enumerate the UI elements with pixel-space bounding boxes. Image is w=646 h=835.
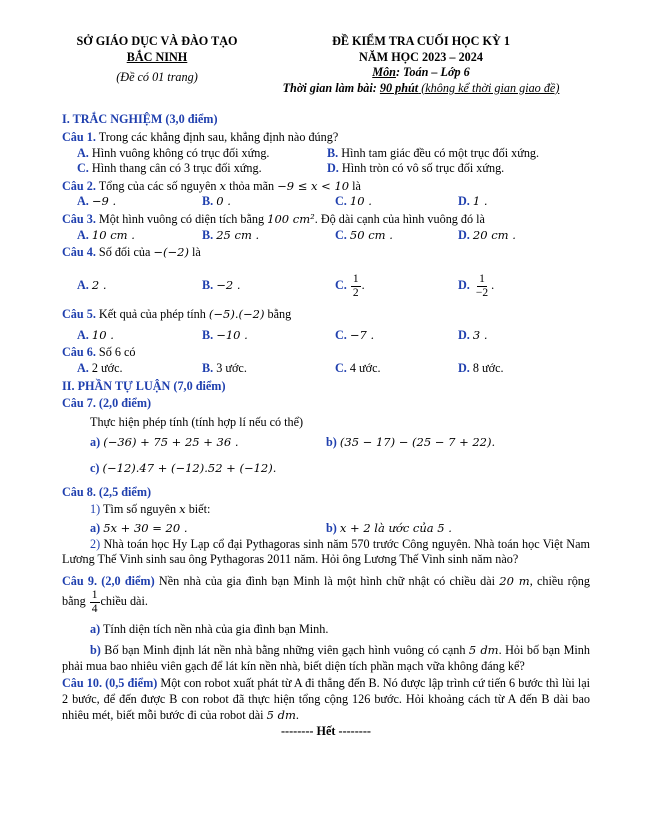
option-d[interactable]: D. Hình tròn có vô số trục đối xứng. <box>327 161 505 176</box>
school-year: NĂM HỌC 2023 – 2024 <box>359 49 483 64</box>
exam-header <box>62 34 590 96</box>
section-essay-title: II. PHẦN TỰ LUẬN (7,0 điểm) <box>62 378 226 393</box>
part-b: b) (35 − 17) − (25 − 7 + 22). <box>326 435 496 450</box>
part-a: a) 5x + 30 = 20 . <box>90 520 188 535</box>
subject-line: Môn: Toán – Lớp 6 <box>372 65 470 80</box>
end-marker: -------- Hết -------- <box>281 724 371 739</box>
option-c[interactable]: C. $\frac{1}{2}$ . <box>335 272 365 299</box>
part-a: a) (−36) + 75 + 25 + 36 . <box>90 435 239 450</box>
option-c[interactable]: C. −7 . <box>335 327 375 342</box>
exam-page <box>62 34 590 740</box>
option-d[interactable]: D. 8 ước. <box>458 361 504 376</box>
question-6: Câu 6. Số 6 có <box>62 345 136 360</box>
exam-title: ĐỀ KIỂM TRA CUỐI HỌC KỲ 1 <box>332 34 510 48</box>
question-5-options <box>77 328 590 344</box>
option-c[interactable]: C. 50 cm . <box>335 227 393 242</box>
option-a[interactable]: A. 2 ước. <box>77 361 123 376</box>
page-count-note: (Đề có 01 trang) <box>116 70 198 85</box>
question-5: Câu 5. Kết quả của phép tính (−5).(−2) bằng <box>62 307 292 322</box>
question-6-options <box>77 361 590 377</box>
fraction: $\frac{1}{4}$ <box>91 589 98 615</box>
option-a[interactable]: A. 2 . <box>77 278 107 293</box>
question-1-options-row-2 <box>77 161 590 177</box>
question-7: Câu 7. (2,0 điểm) <box>62 396 152 411</box>
option-d[interactable]: D. 20 cm . <box>458 227 516 242</box>
question-7-intro: Thực hiện phép tính (tính hợp lí nếu có thể) <box>90 414 304 429</box>
part-b: b) x + 2 là ước của 5 . <box>326 520 452 535</box>
option-b[interactable]: B. 3 ước. <box>202 361 247 376</box>
option-b[interactable]: B. Hình tam giác đều có một trục đối xứng. <box>327 145 540 160</box>
option-d[interactable]: D. 3 . <box>458 327 488 342</box>
question-2-options <box>77 194 590 210</box>
fraction: $\frac{1}{-2}$ <box>475 272 489 299</box>
question-8: Câu 8. (2,5 điểm) <box>62 484 152 499</box>
option-a[interactable]: A. 10 . <box>77 327 114 342</box>
question-9-part-a: a) Tính diện tích nền nhà của gia đình bạn Minh. <box>90 621 329 636</box>
option-c[interactable]: C. 10 . <box>335 194 372 209</box>
option-b[interactable]: B. 0 . <box>202 194 231 209</box>
option-d[interactable]: D. 1 . <box>458 194 488 209</box>
option-d[interactable]: D. $\frac{1}{-2}$ . <box>458 272 495 299</box>
time-line: Thời gian làm bài: 90 phút (không kể thời gian giao đề) <box>282 80 560 95</box>
header-right <box>252 34 590 96</box>
option-a[interactable]: A. 10 cm . <box>77 227 135 242</box>
option-b[interactable]: B. −10 . <box>202 327 248 342</box>
option-a[interactable]: A. −9 . <box>77 194 117 209</box>
option-c[interactable]: C. 4 ước. <box>335 361 381 376</box>
option-c[interactable]: C. Hình thang cân có 3 trục đối xứng. <box>77 161 262 176</box>
fraction: $\frac{1}{2}$ <box>352 272 359 299</box>
question-9-part-b: b) Bố bạn Minh định lát nền nhà bằng những viên gạch hình vuông có cạnh 5 dm. Hỏi bố bạn Minh phải mua bao nhiêu viên gạch để lát kín nền nhà, biết diện tích phần mạch vữa không đáng kể? <box>62 643 590 673</box>
header-left <box>62 34 252 96</box>
question-3-options <box>77 228 590 244</box>
question-1-options-row-1 <box>77 146 590 162</box>
option-a[interactable]: A. Hình vuông không có trục đối xứng. <box>77 145 270 160</box>
question-8-parts-ab <box>90 521 590 537</box>
question-3: Câu 3. Một hình vuông có diện tích bằng 100 cm². Độ dài cạnh của hình vuông đó là <box>62 212 485 227</box>
option-b[interactable]: B. −2 . <box>202 278 241 293</box>
department-name: SỞ GIÁO DỤC VÀ ĐÀO TẠO <box>76 34 238 48</box>
question-4: Câu 4. Số đối của −(−2) là <box>62 245 201 260</box>
question-2: Câu 2. Tổng của các số nguyên x thỏa mãn −9 ≤ x < 10 là <box>62 178 361 193</box>
question-7-parts-ab <box>90 435 590 451</box>
question-1: Câu 1. Trong các khẳng định sau, khẳng định nào đúng? <box>62 130 339 145</box>
section-multiple-choice-title: I. TRẮC NGHIỆM (3,0 điểm) <box>62 112 218 127</box>
question-8-part-1: 1) Tìm số nguyên x biết: <box>90 502 211 517</box>
question-8-part-2: 2) Nhà toán học Hy Lạp cổ đại Pythagoras sinh năm 570 trước Công nguyên. Nhà toán học Việt Nam Lương Thế Vinh sinh sau ông Pythagoras 2011 năm. Hỏi ông Lương Thế Vinh sinh năm nào? <box>62 536 590 567</box>
question-10: Câu 10. (0,5 điểm) Một con robot xuất phát từ A đi thẳng đến B. Nó được lập trình cứ tiến 6 bước thì lùi lại 2 bước, để đến được B con robot đã thực hiện tổng cộng 126 bước. Hỏi khoảng cách từ A đến B dài bao nhiêu mét, biết mỗi bước đi của robot dài 5 dm. <box>62 676 590 722</box>
question-9: Câu 9. (2,0 điểm) Nền nhà của gia đình bạn Minh là một hình chữ nhật có chiều dài 20 m, chiều rộng bằng $\frac{1}{4}$ chiều dài. <box>62 573 590 615</box>
option-b[interactable]: B. 25 cm . <box>202 227 260 242</box>
question-7-part-c: c) (−12).47 + (−12).52 + (−12). <box>90 461 277 476</box>
question-4-options <box>77 273 590 299</box>
province-name: BẮC NINH <box>126 49 188 64</box>
